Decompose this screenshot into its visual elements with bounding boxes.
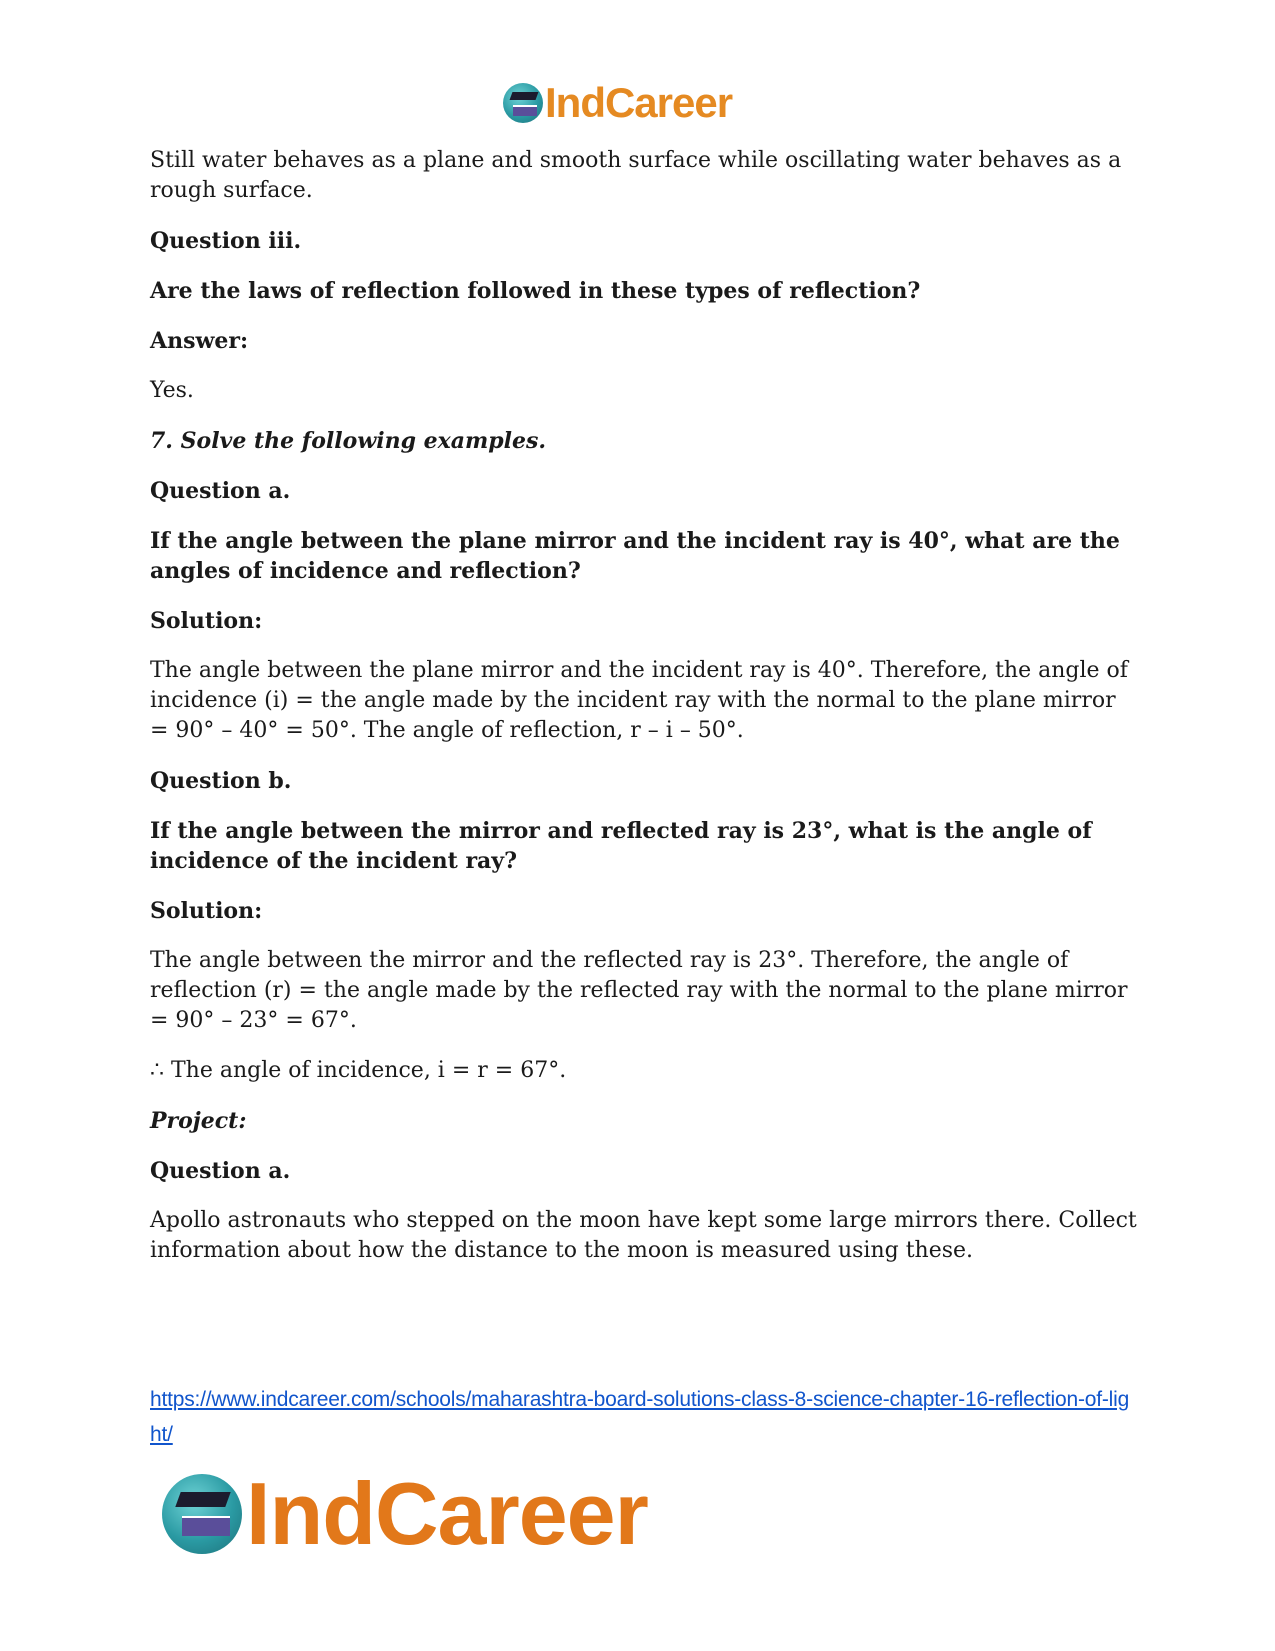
- project-heading: Project:: [150, 1108, 247, 1134]
- indcareer-logo-top: [503, 79, 733, 126]
- question-iii-label: Question iii.: [150, 228, 302, 254]
- project-question-a-text: Apollo astronauts who stepped on the moon have kept some large mirrors there. Collect information about how the distance to the moon is measured using these.: [150, 1208, 1137, 1263]
- indcareer-logo-bottom: [162, 1464, 648, 1563]
- graduation-cap-book-icon: [162, 1474, 242, 1554]
- solution-a-label: Solution:: [150, 608, 263, 634]
- solution-a-text: The angle between the plane mirror and the incident ray is 40°. Therefore, the angle of incidence (i) = the angle made by the incident ray with the normal to the plane mirror = 90° – 40° = 50°. The angle of reflection, r – i – 50°.: [150, 658, 1128, 743]
- graduation-cap-book-icon: [503, 83, 543, 123]
- logo-wordmark: IndCareer: [246, 1464, 648, 1563]
- question-a-text: If the angle between the plane mirror and the incident ray is 40°, what are the angles of incidence and reflection?: [150, 528, 1120, 584]
- answer-label: Answer:: [150, 328, 249, 354]
- solution-b-text: The angle between the mirror and the reflected ray is 23°. Therefore, the angle of reflection (r) = the angle made by the reflected ray with the normal to the plane mirror = 90° – 23° = 67°.: [150, 948, 1128, 1033]
- question-b-label: Question b.: [150, 768, 292, 794]
- answer-text: Yes.: [150, 378, 194, 403]
- question-a-label: Question a.: [150, 478, 291, 504]
- project-question-a-label: Question a.: [150, 1158, 291, 1184]
- section-7-heading: 7. Solve the following examples.: [150, 428, 547, 454]
- solution-b-conclusion: ∴ The angle of incidence, i = r = 67°.: [150, 1058, 567, 1083]
- question-iii-text: Are the laws of reflection followed in these types of reflection?: [150, 278, 921, 304]
- document-body: [150, 146, 1140, 1286]
- logo-wordmark: IndCareer: [545, 79, 733, 126]
- source-url-link[interactable]: https://www.indcareer.com/schools/maharashtra-board-solutions-class-8-science-chapter-16-reflection-of-light/: [150, 1388, 1130, 1446]
- solution-b-label: Solution:: [150, 898, 263, 924]
- paragraph-water-surface: Still water behaves as a plane and smooth surface while oscillating water behaves as a rough surface.: [150, 148, 1122, 203]
- question-b-text: If the angle between the mirror and reflected ray is 23°, what is the angle of incidence of the incident ray?: [150, 818, 1092, 874]
